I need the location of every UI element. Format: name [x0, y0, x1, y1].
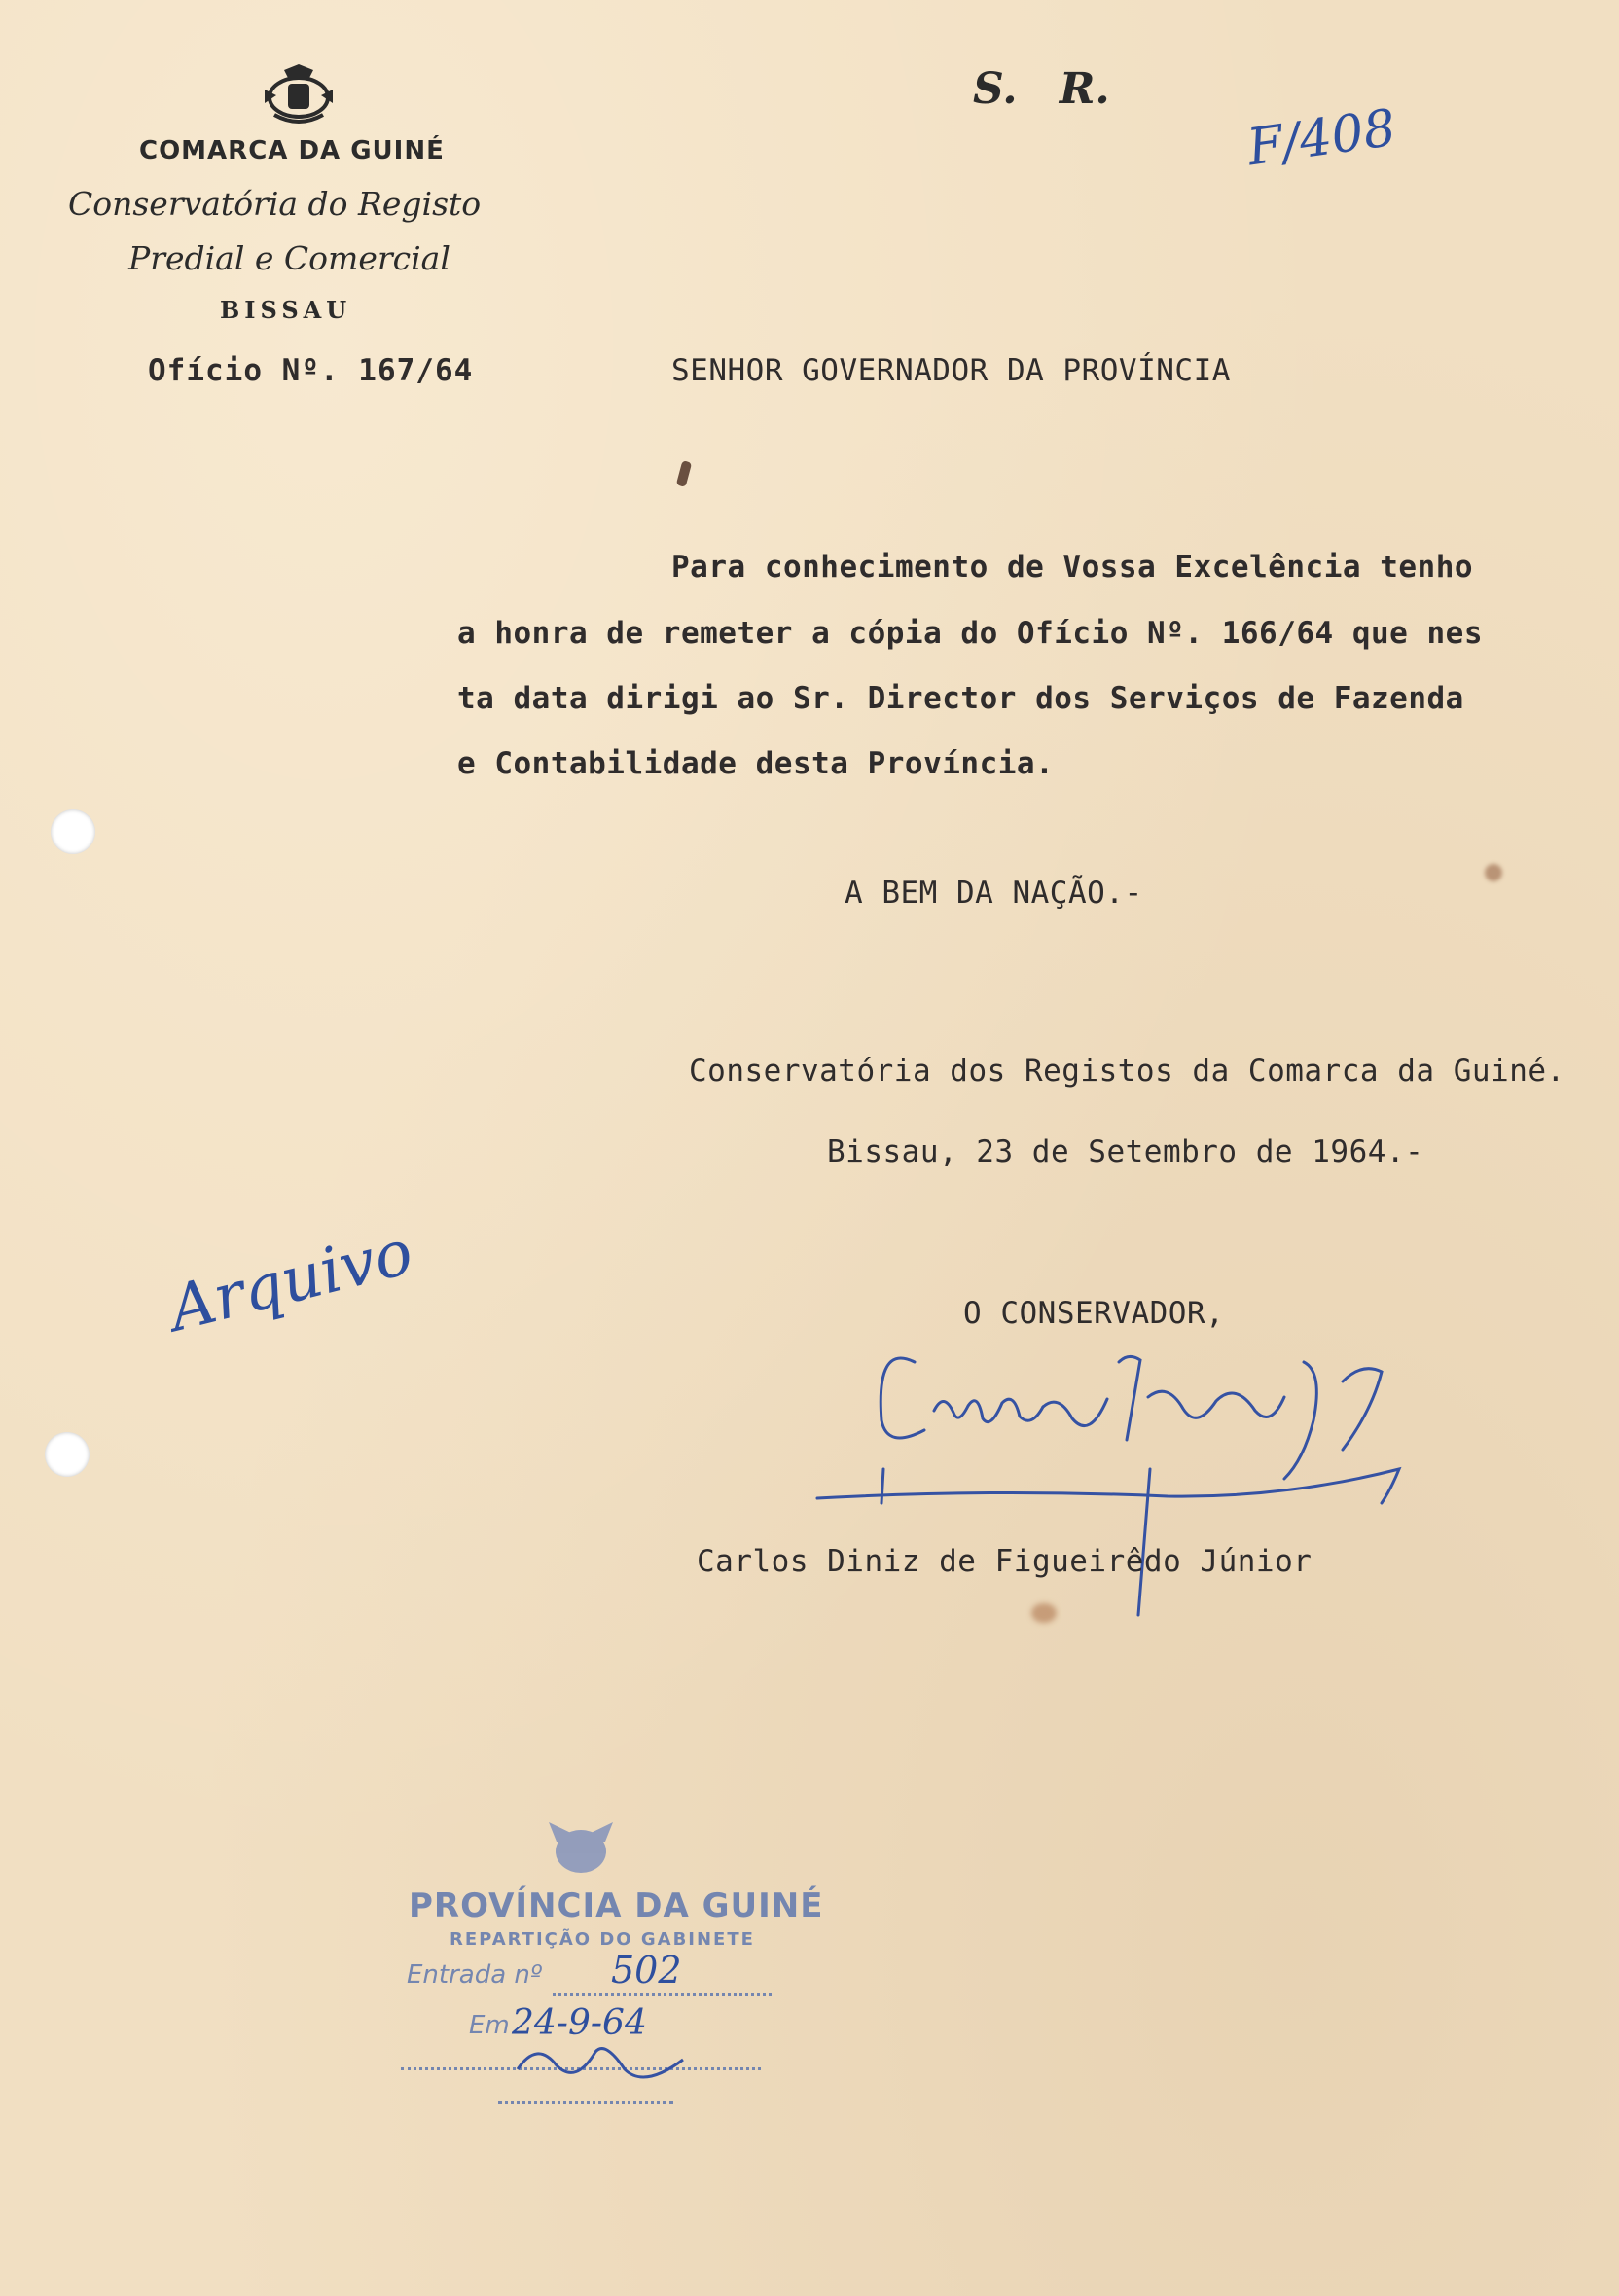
oficio-number: Ofício Nº. 167/64 — [148, 353, 474, 388]
stamp-entry-row — [407, 1949, 776, 2005]
punch-hole-bottom — [45, 1432, 90, 1477]
stamp-title: PROVÍNCIA DA GUINÉ — [409, 1886, 824, 1925]
letterhead-conservatoria-line1: Conservatória do Registo — [68, 185, 482, 223]
top-mark: S. R. — [973, 64, 1110, 114]
punch-hole-top — [51, 809, 95, 854]
date-line: Bissau, 23 de Setembro de 1964.- — [827, 1134, 1424, 1169]
stamp-emblem-icon — [537, 1812, 625, 1881]
body-line-4: e Contabilidade desta Província. — [457, 746, 1055, 781]
stamp-entry-value: 502 — [611, 1949, 682, 1991]
paper-stain — [1485, 864, 1502, 881]
body-line-2: a honra de remeter a cópia do Ofício Nº. 166/64 que nes — [457, 616, 1483, 651]
letterhead-city: BISSAU — [220, 296, 352, 324]
ink-mark — [676, 460, 692, 487]
addressee: SENHOR GOVERNADOR DA PROVÍNCIA — [671, 353, 1231, 388]
stamp-subtitle: REPARTIÇÃO DO GABINETE — [450, 1929, 755, 1950]
place-line: Conservatória dos Registos da Comarca da Guiné. — [689, 1054, 1565, 1089]
stamp-line — [498, 2101, 673, 2104]
body-line-3: ta data dirigi ao Sr. Director dos Serviços de Fazenda — [457, 681, 1464, 716]
closing-salutation: A BEM DA NAÇÃO.- — [845, 876, 1143, 911]
coat-of-arms-icon — [255, 60, 342, 128]
stamp-entry-label: Entrada nº — [407, 1960, 543, 1990]
letterhead-comarca: COMARCA DA GUINÉ — [139, 136, 445, 165]
paper-stain — [1031, 1603, 1057, 1623]
letterhead-conservatoria-line2: Predial e Comercial — [128, 239, 450, 277]
office-stamp — [401, 1805, 824, 2116]
stamp-date-value: 24-9-64 — [512, 2003, 647, 2043]
signatory-name: Carlos Diniz de Figueirêdo Júnior — [697, 1544, 1313, 1579]
stamp-date-label: Em — [469, 2011, 510, 2040]
margin-note: Arquivo — [162, 1216, 420, 1346]
body-line-1: Para conhecimento de Vossa Excelência tenho — [671, 550, 1474, 585]
handwritten-reference: F/408 — [1243, 98, 1400, 178]
signatory-title: O CONSERVADOR, — [963, 1296, 1225, 1331]
